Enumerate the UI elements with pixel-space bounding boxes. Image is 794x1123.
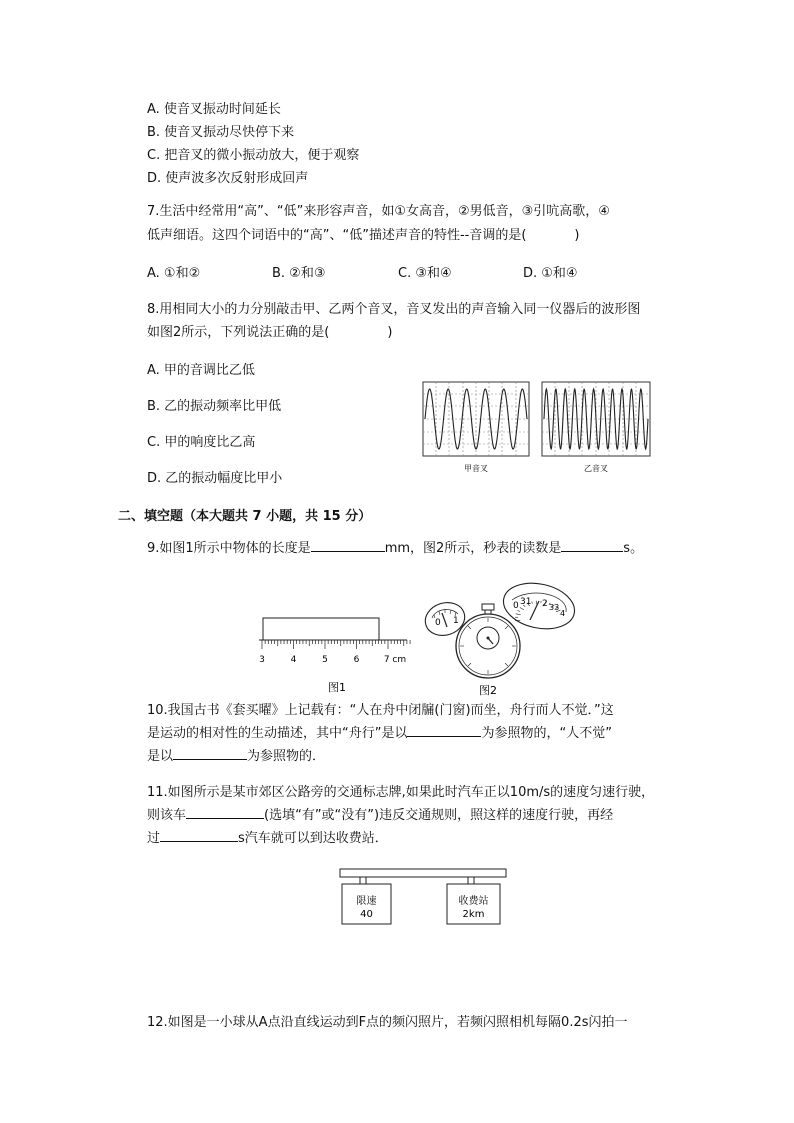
q11-blank-2[interactable] [160,827,238,842]
q8-stem-line2 [147,321,392,344]
q6-option-a: A. 使音叉振动时间延长 [147,102,281,117]
speed-limit-label: 限速 [356,896,377,907]
ruler-figure [255,612,415,698]
fig1-caption: 图1 [328,681,346,694]
q6-option-c: C. 把音叉的微小振动放大，便于观察 [147,148,360,163]
section2-title: 二、填空题（本大题共 7 小题，共 15 分） [118,509,372,524]
fig2-caption: 图2 [479,684,497,697]
measured-block [263,618,379,640]
q6-option-b: B. 使音叉振动尽快停下来 [147,125,295,140]
stopwatch-crown [482,604,494,610]
waveform-left-caption: 甲音叉 [464,464,488,473]
waveform-right-caption: 乙音叉 [584,464,608,473]
q9-stem [147,537,643,560]
q12-line1: 12.如图是一小球从A点沿直线运动到F点的频闪照片，若频闪照相机每隔0.2s闪拍一 [147,1015,628,1030]
ruler-label-5: 5 [322,655,328,665]
speed-limit-value: 40 [360,909,373,920]
toll-station-distance: 2km [462,909,485,920]
second-label-2: 2 [542,599,548,609]
q10-blank-1[interactable] [407,722,481,737]
q8-stem-text: 如图2所示，下列说法正确的是( [147,325,330,340]
q8-option-c: C. 甲的响度比乙高 [147,435,256,450]
q7-paren-close: ) [574,228,580,243]
q10-line1: 10.我国古书《套买曜》上记载有：“人在舟中闭牖(门窗)而坐，舟行而人不觉．”这 [147,703,614,718]
q8-option-a: A. 甲的音调比乙低 [147,363,255,378]
second-label-31: 31 [520,597,532,607]
waveform-figure [420,378,656,476]
second-label-33: 33 [549,603,560,612]
q11-text-3a: 过 [147,831,161,846]
waveform-left-panel [423,382,529,456]
q7-option-c: C. ③和④ [398,266,452,281]
q10-line3 [147,745,325,768]
second-label-0: 0 [513,601,519,611]
q8-paren-close: ) [387,325,393,340]
ruler-label-6: 6 [353,655,360,665]
q7-stem-line2 [147,224,579,247]
sign-bar [340,869,506,877]
waveform-right-panel [542,382,650,456]
q10-blank-2[interactable] [173,745,247,760]
q9-text-2: mm，图2所示，秒表的读数是 [384,541,562,556]
q11-line3 [147,827,388,850]
q10-text-3a: 是以 [147,749,174,764]
q11-text-2b: (选填“有”或“没有”)违反交通规则，照这样的速度行驶，再经 [264,808,614,823]
ruler-label-7cm: 7 cm [383,655,407,665]
q9-blank-length[interactable] [311,537,385,552]
q6-option-d: D. 使声波多次反射形成回声 [147,171,309,186]
traffic-sign-figure [339,866,507,930]
q9-text-3: s。 [623,541,644,556]
q10-text-3b: 为参照物的． [247,749,326,764]
q10-text-2a: 是运动的相对性的生动描述，其中“舟行”是以 [147,726,408,741]
q11-line2 [147,804,613,827]
q11-text-3b: s汽车就可以到达收费站． [238,831,388,846]
minute-label-0: 0 [435,618,441,628]
toll-station-label: 收费站 [458,896,489,907]
q11-line1: 11.如图所示是某市郊区公路旁的交通标志牌,如果此时汽车正以10m/s的速度匀速行驶， [147,785,655,800]
q9-blank-stopwatch[interactable] [561,537,623,552]
q9-text-1: 9.如图1所示中物体的长度是 [147,541,311,556]
ruler-ticks [262,640,410,649]
q11-blank-1[interactable] [186,804,264,819]
q8-option-b: B. 乙的振动频率比甲低 [147,399,282,414]
q10-text-2b: 为参照物的，“人不觉” [481,726,612,741]
ruler-label-4: 4 [290,655,297,665]
q7-option-a: A. ①和② [147,266,201,281]
second-label-4: 4 [560,609,566,618]
q7-stem-text: 低声细语。这四个词语中的“高”、“低”描述声音的特性--音调的是( [147,228,527,243]
q7-option-d: D. ①和④ [523,266,578,281]
ruler-label-3: 3 [259,655,265,665]
stopwatch-figure [418,578,578,698]
minute-label-1: 1 [453,616,459,626]
q11-text-2a: 则该车 [147,808,187,823]
q10-line2 [147,722,612,745]
q7-option-b: B. ②和③ [272,266,326,281]
q8-option-d: D. 乙的振动幅度比甲小 [147,471,283,486]
q8-stem-line1: 8.用相同大小的力分别敲击甲、乙两个音叉，音叉发出的声音输入同一仪器后的波形图 [147,302,641,317]
q7-stem-line1: 7.生活中经常用“高”、“低”来形容声音，如①女高音，②男低音，③引吭高歌，④ [147,204,610,219]
